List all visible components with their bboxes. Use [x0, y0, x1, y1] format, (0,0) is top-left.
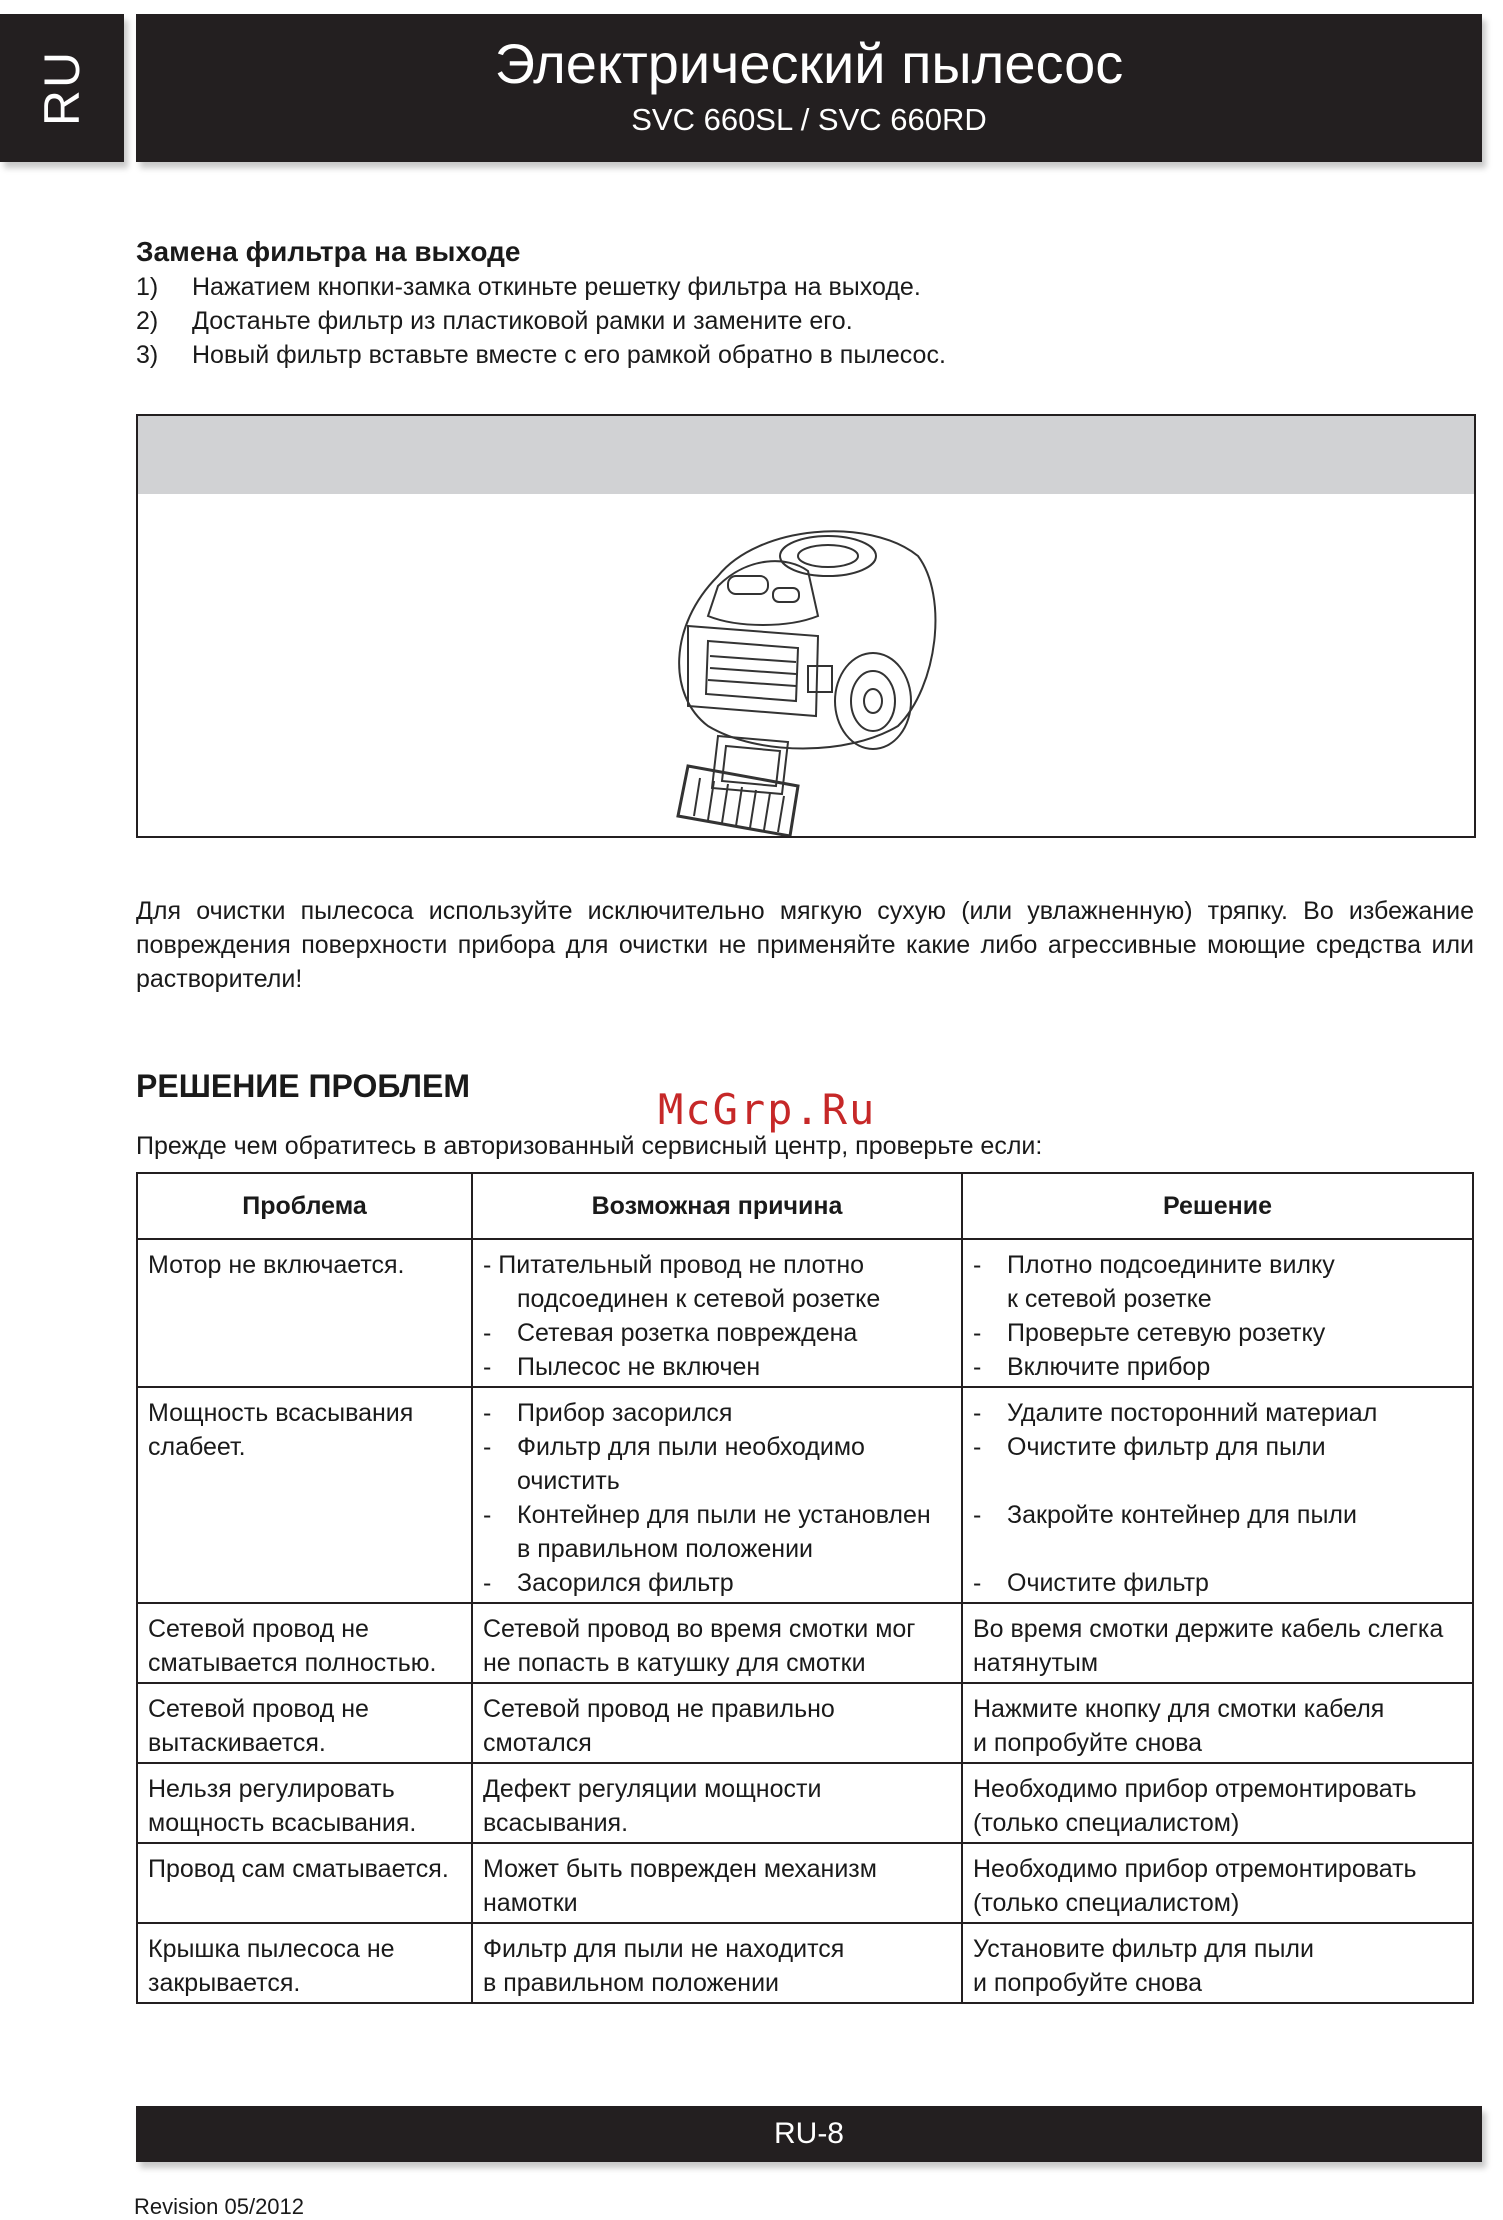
table-row — [137, 1603, 1473, 1683]
cell-problem — [137, 1683, 472, 1763]
cell-line: Сетевой провод не — [148, 1615, 369, 1643]
cell-line: в правильном положении — [517, 1535, 814, 1563]
cell-line: очистить — [517, 1467, 620, 1495]
header-problem: Проблема — [137, 1173, 472, 1239]
cell-line: - Очистите фильтр — [973, 1569, 1209, 1597]
cell-line — [973, 1464, 1462, 1498]
cell-line: - Плотно подсоедините вилку — [973, 1251, 1335, 1279]
language-tab — [0, 14, 124, 162]
table-row — [137, 1923, 1473, 2003]
cell-line: - Питательный провод не плотно — [483, 1251, 865, 1279]
cell-line: Фильтр для пыли не находится — [483, 1935, 845, 1963]
language-label: RU — [34, 49, 90, 127]
header-cause: Возможная причина — [472, 1173, 962, 1239]
cell-line: - Пылесос не включен — [483, 1353, 761, 1381]
cell-solution — [962, 1763, 1473, 1843]
cell-problem — [137, 1387, 472, 1603]
step-number: 3) — [136, 341, 159, 369]
cell-line: - Сетевая розетка повреждена — [483, 1319, 858, 1347]
header-bar — [136, 14, 1482, 162]
illustration-header-band — [138, 416, 1474, 494]
cell-line: - Фильтр для пыли необходимо — [483, 1433, 865, 1461]
cell-line: - Включите прибор — [973, 1353, 1211, 1381]
cell-cause — [472, 1923, 962, 2003]
table-row — [137, 1387, 1473, 1603]
cell-line: Мощность всасывания — [148, 1399, 414, 1427]
footer-bar — [136, 2106, 1482, 2162]
cell-line: (только специалистом) — [973, 1809, 1240, 1837]
step-text: Нажатием кнопки-замка откиньте решетку фильтра на выходе. — [192, 273, 921, 301]
cell-cause — [472, 1387, 962, 1603]
cell-line: и попробуйте снова — [973, 1969, 1203, 1997]
cell-line: закрывается. — [148, 1969, 301, 1997]
cell-line: (только специалистом) — [973, 1889, 1240, 1917]
filter-steps-list — [136, 270, 946, 372]
cell-line: Необходимо прибор отремонтировать — [973, 1775, 1417, 1803]
cell-line: Во время смотки держите кабель слегка — [973, 1615, 1444, 1643]
table-row — [137, 1763, 1473, 1843]
cell-line: и попробуйте снова — [973, 1729, 1203, 1757]
table-row — [137, 1843, 1473, 1923]
cell-line: Дефект регуляции мощности — [483, 1775, 822, 1803]
cell-line: вытаскивается. — [148, 1729, 326, 1757]
step-item — [136, 304, 946, 338]
cell-solution — [962, 1683, 1473, 1763]
page-number: RU-8 — [773, 2117, 844, 2150]
cell-solution — [962, 1843, 1473, 1923]
cell-line: Установите фильтр для пыли — [973, 1935, 1314, 1963]
cell-line: Крышка пылесоса не — [148, 1935, 395, 1963]
cell-line: Может быть поврежден механизм — [483, 1855, 877, 1883]
cell-line: подсоединен к сетевой розетке — [517, 1285, 881, 1313]
cell-line: сматывается полностью. — [148, 1649, 437, 1677]
cell-line: - Засорился фильтр — [483, 1569, 734, 1597]
step-text: Достаньте фильтр из пластиковой рамки и замените его. — [192, 307, 853, 335]
cell-line: - Удалите посторонний материал — [973, 1399, 1378, 1427]
page-title: Электрический пылесос — [494, 32, 1124, 95]
cell-line: - Закройте контейнер для пыли — [973, 1501, 1357, 1529]
cell-cause — [472, 1843, 962, 1923]
cell-problem — [137, 1923, 472, 2003]
cell-line: Мотор не включается. — [148, 1251, 405, 1279]
cell-line: Необходимо прибор отремонтировать — [973, 1855, 1417, 1883]
cell-line — [973, 1532, 1462, 1566]
step-text: Новый фильтр вставьте вместе с его рамкой обратно в пылесос. — [192, 341, 946, 369]
cell-problem — [137, 1603, 472, 1683]
cell-line: смотался — [483, 1729, 592, 1757]
step-number: 2) — [136, 307, 159, 335]
cell-line: Сетевой провод не правильно — [483, 1695, 835, 1723]
header-solution: Решение — [962, 1173, 1473, 1239]
revision-label: Revision 05/2012 — [134, 2194, 305, 2219]
cell-line: к сетевой розетке — [1007, 1285, 1212, 1313]
step-item — [136, 270, 946, 304]
cell-line: - Проверьте сетевую розетку — [973, 1319, 1326, 1347]
cell-problem — [137, 1239, 472, 1387]
cleaning-note: Для очистки пылесоса используйте исключительно мягкую сухую (или увлажненную) тряпку. Во избежание повреждения поверхности прибора для очистки не применяйте какие либо агрессивные моющие средства или растворители! — [136, 897, 1474, 993]
model-subtitle: SVC 660SL / SVC 660RD — [631, 102, 987, 138]
cell-cause — [472, 1683, 962, 1763]
cell-problem — [137, 1843, 472, 1923]
cell-line: - Прибор засорился — [483, 1399, 733, 1427]
cell-problem — [137, 1763, 472, 1843]
troubleshooting-intro: Прежде чем обратитесь в авторизованный сервисный центр, проверьте если: — [136, 1132, 1043, 1160]
cell-solution — [962, 1387, 1473, 1603]
step-item — [136, 338, 946, 372]
cell-line: не попасть в катушку для смотки — [483, 1649, 866, 1677]
cell-cause — [472, 1763, 962, 1843]
cell-line: натянутым — [973, 1649, 1099, 1677]
table-header-row — [137, 1173, 1473, 1239]
cell-line: Нельзя регулировать — [148, 1775, 395, 1803]
table-row — [137, 1683, 1473, 1763]
cell-cause — [472, 1239, 962, 1387]
troubleshooting-table — [136, 1172, 1474, 2004]
cell-line: Нажмите кнопку для смотки кабеля — [973, 1695, 1385, 1723]
illustration-box — [136, 414, 1476, 838]
cell-line: - Очистите фильтр для пыли — [973, 1433, 1326, 1461]
cell-solution — [962, 1603, 1473, 1683]
vacuum-cleaner-filter-illustration — [648, 516, 948, 836]
cell-line: слабеет. — [148, 1433, 246, 1461]
cell-cause — [472, 1603, 962, 1683]
cell-solution — [962, 1239, 1473, 1387]
watermark: McGrp.Ru — [658, 1085, 877, 1134]
cell-line: Сетевой провод не — [148, 1695, 369, 1723]
troubleshooting-title: РЕШЕНИЕ ПРОБЛЕМ — [136, 1068, 470, 1104]
step-number: 1) — [136, 273, 159, 301]
cell-line: намотки — [483, 1889, 578, 1917]
filter-section-title: Замена фильтра на выходе — [136, 236, 521, 267]
cell-line: всасывания. — [483, 1809, 629, 1837]
cell-line: мощность всасывания. — [148, 1809, 417, 1837]
table-row — [137, 1239, 1473, 1387]
cell-line: в правильном положении — [483, 1969, 780, 1997]
cell-line: - Контейнер для пыли не установлен — [483, 1501, 931, 1529]
cell-line: Сетевой провод во время смотки мог — [483, 1615, 916, 1643]
cell-line: Провод сам сматывается. — [148, 1855, 449, 1883]
cell-solution — [962, 1923, 1473, 2003]
